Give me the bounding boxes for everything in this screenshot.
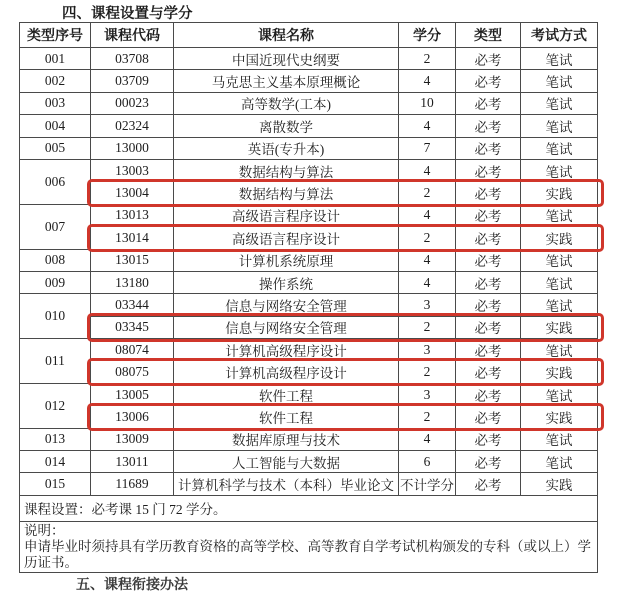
code-cell: 11689 — [91, 473, 174, 495]
course-name-cell: 中国近现代史纲要 — [174, 48, 399, 70]
note-cell — [20, 521, 598, 572]
code-cell: 03708 — [91, 48, 174, 70]
course-name-cell: 高等数学(工本) — [174, 92, 399, 114]
credits-cell: 2 — [399, 227, 456, 249]
course-name-cell: 数据结构与算法 — [174, 159, 399, 181]
table-row — [20, 383, 598, 405]
course-name-cell: 高级语言程序设计 — [174, 204, 399, 226]
table-row — [20, 316, 598, 338]
type-cell: 必考 — [456, 294, 521, 316]
course-name-cell: 操作系统 — [174, 271, 399, 293]
code-cell: 08074 — [91, 339, 174, 361]
code-cell: 13006 — [91, 406, 174, 428]
credits-cell: 3 — [399, 294, 456, 316]
course-rows — [20, 48, 598, 496]
column-header: 学分 — [399, 23, 456, 48]
seq-cell: 010 — [20, 294, 91, 339]
column-header: 类型序号 — [20, 23, 91, 48]
code-cell: 13015 — [91, 249, 174, 271]
type-cell: 必考 — [456, 249, 521, 271]
exam-method-cell: 笔试 — [521, 451, 598, 473]
seq-cell: 003 — [20, 92, 91, 114]
header-row — [20, 23, 598, 48]
table-row — [20, 271, 598, 293]
table-row — [20, 182, 598, 204]
exam-method-cell: 实践 — [521, 361, 598, 383]
table-row — [20, 294, 598, 316]
credits-cell: 4 — [399, 271, 456, 293]
seq-cell: 008 — [20, 249, 91, 271]
course-name-cell: 信息与网络安全管理 — [174, 316, 399, 338]
credits-cell: 7 — [399, 137, 456, 159]
exam-method-cell: 笔试 — [521, 115, 598, 137]
summary-row — [20, 495, 598, 521]
code-cell: 13014 — [91, 227, 174, 249]
table-row — [20, 115, 598, 137]
exam-method-cell: 笔试 — [521, 271, 598, 293]
course-name-cell: 软件工程 — [174, 406, 399, 428]
course-name-cell: 数据结构与算法 — [174, 182, 399, 204]
course-name-cell: 计算机高级程序设计 — [174, 361, 399, 383]
exam-method-cell: 实践 — [521, 227, 598, 249]
credits-cell: 不计学分 — [399, 473, 456, 495]
table-row — [20, 361, 598, 383]
table-row — [20, 48, 598, 70]
column-header: 类型 — [456, 23, 521, 48]
credits-cell: 3 — [399, 339, 456, 361]
type-cell: 必考 — [456, 316, 521, 338]
course-name-cell: 马克思主义基本原理概论 — [174, 70, 399, 92]
course-name-cell: 离散数学 — [174, 115, 399, 137]
credits-cell: 3 — [399, 383, 456, 405]
credits-cell: 2 — [399, 48, 456, 70]
type-cell: 必考 — [456, 48, 521, 70]
seq-cell: 011 — [20, 339, 91, 384]
course-summary-text: 课程设置：必考课 15 门 72 学分。 — [20, 495, 598, 521]
seq-cell: 009 — [20, 271, 91, 293]
credits-cell: 4 — [399, 115, 456, 137]
code-cell: 03344 — [91, 294, 174, 316]
seq-cell: 002 — [20, 70, 91, 92]
code-cell: 03709 — [91, 70, 174, 92]
type-cell: 必考 — [456, 339, 521, 361]
section-title: 四、课程设置与学分 — [62, 6, 193, 22]
table-row — [20, 137, 598, 159]
table-row — [20, 249, 598, 271]
exam-method-cell: 笔试 — [521, 428, 598, 450]
table-row — [20, 451, 598, 473]
note-label: 说明： — [24, 522, 65, 538]
table-row — [20, 339, 598, 361]
type-cell: 必考 — [456, 227, 521, 249]
exam-method-cell: 实践 — [521, 182, 598, 204]
course-name-cell: 英语(专升本) — [174, 137, 399, 159]
exam-method-cell: 笔试 — [521, 383, 598, 405]
code-cell: 03345 — [91, 316, 174, 338]
credits-cell: 4 — [399, 204, 456, 226]
type-cell: 必考 — [456, 92, 521, 114]
table-row — [20, 159, 598, 181]
exam-method-cell: 实践 — [521, 473, 598, 495]
table-row — [20, 473, 598, 495]
type-cell: 必考 — [456, 70, 521, 92]
exam-method-cell: 笔试 — [521, 249, 598, 271]
seq-cell: 013 — [20, 428, 91, 450]
exam-method-cell: 实践 — [521, 316, 598, 338]
note-row — [20, 521, 598, 572]
type-cell: 必考 — [456, 361, 521, 383]
seq-cell: 001 — [20, 48, 91, 70]
table-row — [20, 70, 598, 92]
credits-cell: 2 — [399, 182, 456, 204]
next-section-partial-heading: 五、课程衔接办法 — [76, 578, 188, 593]
course-table — [19, 22, 598, 573]
credits-cell: 6 — [399, 451, 456, 473]
credits-cell: 4 — [399, 249, 456, 271]
note-text: 申请毕业时须持具有学历教育资格的高等学校、高等教育自学考试机构颁发的专科（或以上）学历证书。 — [24, 538, 591, 570]
exam-method-cell: 实践 — [521, 406, 598, 428]
course-name-cell: 人工智能与大数据 — [174, 451, 399, 473]
code-cell: 13004 — [91, 182, 174, 204]
code-cell: 13009 — [91, 428, 174, 450]
course-name-cell: 软件工程 — [174, 383, 399, 405]
seq-cell: 014 — [20, 451, 91, 473]
seq-cell: 006 — [20, 159, 91, 204]
table-row — [20, 204, 598, 226]
code-cell: 08075 — [91, 361, 174, 383]
exam-method-cell: 笔试 — [521, 159, 598, 181]
table-row — [20, 428, 598, 450]
column-header: 课程名称 — [174, 23, 399, 48]
code-cell: 02324 — [91, 115, 174, 137]
type-cell: 必考 — [456, 406, 521, 428]
exam-method-cell: 笔试 — [521, 294, 598, 316]
code-cell: 13003 — [91, 159, 174, 181]
type-cell: 必考 — [456, 451, 521, 473]
type-cell: 必考 — [456, 115, 521, 137]
credits-cell: 4 — [399, 70, 456, 92]
table-row — [20, 406, 598, 428]
credits-cell: 2 — [399, 316, 456, 338]
credits-cell: 2 — [399, 406, 456, 428]
table-row — [20, 92, 598, 114]
course-name-cell: 高级语言程序设计 — [174, 227, 399, 249]
course-name-cell: 数据库原理与技术 — [174, 428, 399, 450]
code-cell: 00023 — [91, 92, 174, 114]
type-cell: 必考 — [456, 271, 521, 293]
exam-method-cell: 笔试 — [521, 137, 598, 159]
exam-method-cell: 笔试 — [521, 70, 598, 92]
type-cell: 必考 — [456, 428, 521, 450]
table-row — [20, 227, 598, 249]
credits-cell: 4 — [399, 159, 456, 181]
type-cell: 必考 — [456, 182, 521, 204]
seq-cell: 015 — [20, 473, 91, 495]
exam-method-cell: 笔试 — [521, 204, 598, 226]
seq-cell: 004 — [20, 115, 91, 137]
seq-cell: 005 — [20, 137, 91, 159]
credits-cell: 10 — [399, 92, 456, 114]
credits-cell: 4 — [399, 428, 456, 450]
type-cell: 必考 — [456, 137, 521, 159]
code-cell: 13011 — [91, 451, 174, 473]
exam-method-cell: 笔试 — [521, 92, 598, 114]
column-header: 考试方式 — [521, 23, 598, 48]
course-name-cell: 信息与网络安全管理 — [174, 294, 399, 316]
exam-method-cell: 笔试 — [521, 339, 598, 361]
course-name-cell: 计算机系统原理 — [174, 249, 399, 271]
exam-method-cell: 笔试 — [521, 48, 598, 70]
course-name-cell: 计算机高级程序设计 — [174, 339, 399, 361]
type-cell: 必考 — [456, 159, 521, 181]
type-cell: 必考 — [456, 473, 521, 495]
credits-cell: 2 — [399, 361, 456, 383]
course-name-cell: 计算机科学与技术（本科）毕业论文 — [174, 473, 399, 495]
code-cell: 13000 — [91, 137, 174, 159]
column-header: 课程代码 — [91, 23, 174, 48]
type-cell: 必考 — [456, 383, 521, 405]
code-cell: 13005 — [91, 383, 174, 405]
seq-cell: 012 — [20, 383, 91, 428]
seq-cell: 007 — [20, 204, 91, 249]
type-cell: 必考 — [456, 204, 521, 226]
code-cell: 13013 — [91, 204, 174, 226]
code-cell: 13180 — [91, 271, 174, 293]
